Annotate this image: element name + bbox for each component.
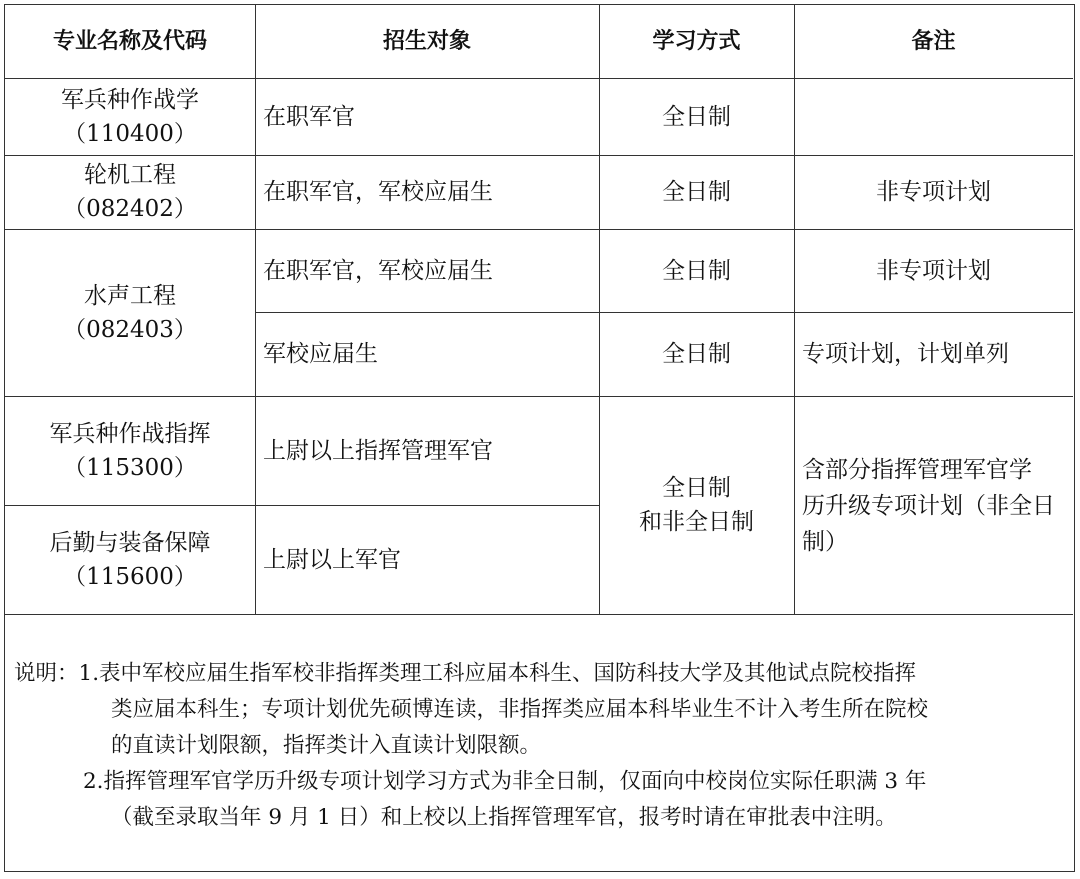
major-cell bbox=[5, 78, 255, 155]
study-mode-line: 和非全日制 bbox=[639, 509, 754, 535]
major-cell bbox=[5, 505, 255, 614]
remark-line: 制） bbox=[802, 529, 848, 555]
target-cell: 上尉以上指挥管理军官 bbox=[263, 437, 493, 464]
major-cell bbox=[5, 155, 255, 229]
major-cell bbox=[5, 396, 255, 505]
study-mode-cell bbox=[599, 396, 794, 614]
remark-line: 含部分指挥管理军官学 bbox=[802, 457, 1032, 483]
major-name: 轮机工程 bbox=[84, 162, 176, 188]
header-study-mode: 学习方式 bbox=[652, 28, 741, 54]
notes-prefix: 说明： bbox=[14, 661, 79, 686]
major-code: （082403） bbox=[63, 316, 197, 343]
target-cell: 在职军官 bbox=[263, 103, 355, 130]
notes-section bbox=[14, 656, 1070, 836]
study-mode-cell: 全日制 bbox=[662, 341, 731, 367]
header-target: 招生对象 bbox=[382, 28, 471, 54]
remark-cell: 专项计划，计划单列 bbox=[802, 341, 1009, 367]
remark-cell bbox=[794, 396, 1073, 614]
note-1-line-3: 的直读计划限额，指挥类计入直读计划限额。 bbox=[111, 733, 542, 758]
target-cell: 在职军官，军校应届生 bbox=[263, 257, 493, 284]
remark-cell: 非专项计划 bbox=[876, 179, 991, 205]
major-name: 军兵种作战指挥 bbox=[49, 420, 211, 447]
note-2-line-2: （截至录取当年 9 月 1 日）和上校以上指挥管理军官，报考时请在审批表中注明。 bbox=[111, 805, 897, 830]
major-code: （082402） bbox=[63, 196, 197, 222]
study-mode-line: 全日制 bbox=[662, 475, 731, 501]
remark-cell: 非专项计划 bbox=[876, 257, 991, 284]
target-cell: 在职军官，军校应届生 bbox=[263, 179, 493, 205]
major-code: （115300） bbox=[63, 454, 197, 481]
target-cell: 上尉以上军官 bbox=[263, 546, 401, 573]
note-1-line-1: 1.表中军校应届生指军校非指挥类理工科应届本科生、国防科技大学及其他试点院校指挥 bbox=[78, 661, 917, 686]
major-name: 水声工程 bbox=[84, 282, 176, 309]
note-1 bbox=[14, 656, 1070, 692]
major-name: 军兵种作战学 bbox=[61, 86, 199, 113]
note-2-line-1: 2.指挥管理军官学历升级专项计划学习方式为非全日制，仅面向中校岗位实际任职满 3 年 bbox=[83, 769, 927, 794]
major-code: （110400） bbox=[63, 120, 197, 147]
major-name: 后勤与装备保障 bbox=[49, 529, 211, 556]
study-mode-cell: 全日制 bbox=[662, 179, 731, 205]
target-cell: 军校应届生 bbox=[263, 341, 378, 367]
note-1-line-2: 类应届本科生；专项计划优先硕博连读，非指挥类应届本科毕业生不计入考生所在院校 bbox=[111, 697, 929, 722]
study-mode-cell: 全日制 bbox=[662, 103, 731, 130]
major-code: （115600） bbox=[63, 563, 197, 590]
header-major: 专业名称及代码 bbox=[52, 28, 207, 54]
remark-line: 历升级专项计划（非全日 bbox=[802, 493, 1055, 519]
major-cell bbox=[5, 229, 255, 396]
study-mode-cell: 全日制 bbox=[662, 257, 731, 284]
header-remark: 备注 bbox=[911, 28, 956, 54]
